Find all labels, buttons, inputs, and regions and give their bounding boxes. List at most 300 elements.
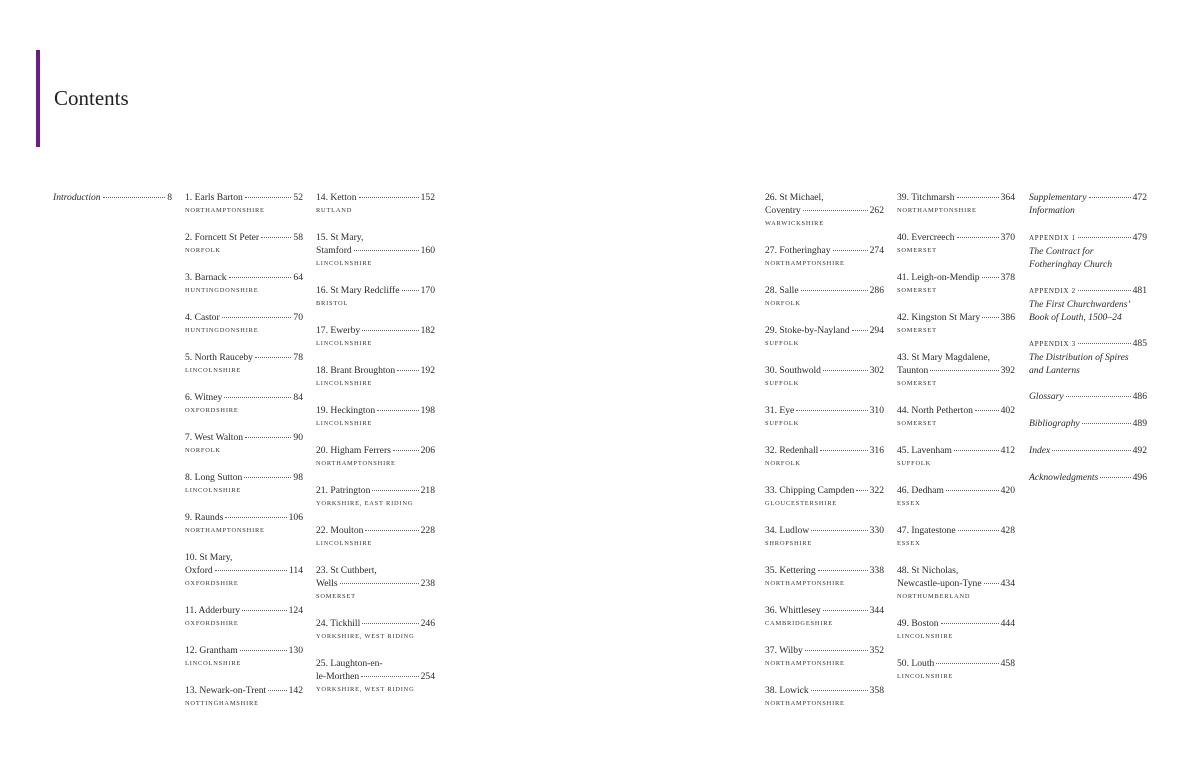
entry-county: LINCOLNSHIRE (316, 340, 373, 347)
entry-title: 46. Dedham (897, 485, 944, 496)
entry-county: NORFOLK (765, 460, 801, 467)
dot-leader (796, 410, 867, 411)
dot-leader (245, 197, 292, 198)
entry-line (897, 231, 1015, 244)
page-title: Contents (54, 86, 129, 110)
entry-county: LINCOLNSHIRE (185, 660, 242, 667)
entry-county: NORTHAMPTONSHIRE (765, 260, 845, 267)
entry-line (897, 657, 1015, 670)
page-number: 160 (420, 245, 435, 256)
dot-leader (377, 410, 418, 411)
entry-title: 33. Chipping Campden (765, 485, 855, 496)
entry-county: OXFORDSHIRE (185, 407, 239, 414)
dot-leader (240, 650, 287, 651)
entry-county: NORTHUMBERLAND (897, 593, 971, 600)
entry-title-prefix: 48. St Nicholas, (897, 565, 959, 576)
toc-entry[interactable] (765, 684, 884, 710)
entry-title-prefix: 43. St Mary Magdalene, (897, 352, 990, 363)
entry-title-prefix: 26. St Michael, (765, 192, 824, 203)
entry-title: APPENDIX 3 (1029, 340, 1076, 348)
dot-leader (340, 583, 419, 584)
toc-entry[interactable] (185, 391, 303, 417)
entry-title: 13. Newark-on-Trent (185, 685, 267, 696)
entry-title-line (185, 551, 303, 564)
toc-entry[interactable] (1029, 337, 1147, 377)
page-number: 338 (869, 565, 884, 576)
toc-entry[interactable] (897, 191, 1015, 217)
page-number: 428 (1000, 525, 1015, 536)
entry-title: 6. Witney (185, 392, 223, 403)
toc-entry[interactable] (765, 364, 884, 390)
entry-county: LINCOLNSHIRE (316, 420, 373, 427)
toc-entry[interactable] (897, 231, 1015, 257)
toc-entry[interactable] (1029, 390, 1147, 403)
entry-title: Supplementary (1029, 192, 1087, 203)
entry-county: SUFFOLK (765, 380, 800, 387)
entry-county: YORKSHIRE, WEST RIDING (316, 633, 415, 640)
entry-title: 19. Heckington (316, 405, 376, 416)
entry-title-line (316, 231, 435, 244)
entry-line (316, 191, 435, 204)
entry-line (765, 444, 884, 457)
page-number: 420 (1000, 485, 1015, 496)
toc-entry[interactable] (765, 644, 884, 670)
page-number: 402 (1000, 405, 1015, 416)
dot-leader (359, 197, 419, 198)
dot-leader (1089, 197, 1131, 198)
page-number: 286 (869, 285, 884, 296)
entry-county: LINCOLNSHIRE (897, 673, 954, 680)
page-number: 228 (420, 525, 435, 536)
page-number: 98 (293, 472, 303, 483)
entry-line (897, 577, 1015, 590)
entry-title-prefix: 25. Laughton-en- (316, 658, 383, 669)
dot-leader (215, 570, 287, 571)
entry-title: 5. North Rauceby (185, 352, 253, 363)
toc-entry[interactable] (1029, 471, 1147, 484)
page-number: 246 (420, 618, 435, 629)
dot-leader (818, 570, 868, 571)
dot-leader (803, 210, 868, 211)
entry-county: SOMERSET (897, 287, 937, 294)
entry-line (897, 311, 1015, 324)
entry-county: NORTHAMPTONSHIRE (765, 660, 845, 667)
dot-leader (393, 450, 419, 451)
entry-line (316, 484, 435, 497)
entry-title: le-Morthen (316, 671, 360, 682)
dot-leader (1082, 423, 1131, 424)
dot-leader (362, 623, 418, 624)
page-number: 218 (420, 485, 435, 496)
entry-county: SOMERSET (897, 327, 937, 334)
toc-entry[interactable] (185, 604, 303, 630)
entry-county: NORTHAMPTONSHIRE (765, 700, 845, 707)
dot-leader (354, 250, 419, 251)
dot-leader (1078, 290, 1131, 291)
entry-title: 1. Earls Barton (185, 192, 243, 203)
entry-line (765, 484, 884, 497)
toc-entry[interactable] (1029, 444, 1147, 457)
entry-title: 27. Fotheringhay (765, 245, 831, 256)
toc-entry[interactable] (897, 524, 1015, 550)
entry-line (765, 324, 884, 337)
entry-county: HUNTINGDONSHIRE (185, 327, 259, 334)
entry-line (1029, 471, 1147, 484)
toc-entry[interactable] (1029, 417, 1147, 430)
page-number: 316 (869, 445, 884, 456)
entry-title-line (316, 564, 435, 577)
dot-leader (365, 530, 418, 531)
entry-line (765, 404, 884, 417)
dot-leader (805, 650, 868, 651)
entry-line (316, 444, 435, 457)
page-number: 481 (1132, 285, 1147, 296)
toc-entry[interactable] (185, 684, 303, 710)
dot-leader (103, 197, 166, 198)
toc-entry[interactable] (897, 564, 1015, 603)
entry-title: 20. Higham Ferrers (316, 445, 391, 456)
entry-title: 17. Ewerby (316, 325, 361, 336)
dot-leader (1066, 396, 1131, 397)
entry-line (765, 284, 884, 297)
entry-county: NORFOLK (185, 447, 221, 454)
page-number: 412 (1000, 445, 1015, 456)
dot-leader (982, 277, 999, 278)
entry-title: 38. Lowick (765, 685, 809, 696)
page-number: 352 (869, 645, 884, 656)
entry-title: 22. Moulton (316, 525, 364, 536)
entry-title: 37. Wilby (765, 645, 803, 656)
entry-title: 8. Long Sutton (185, 472, 243, 483)
dot-leader (957, 237, 999, 238)
toc-entry[interactable] (185, 271, 303, 297)
entry-line (765, 204, 884, 217)
dot-leader (941, 623, 999, 624)
entry-line (1029, 390, 1147, 403)
entry-line (897, 271, 1015, 284)
page-number: 358 (869, 685, 884, 696)
page-number: 206 (420, 445, 435, 456)
entry-title: Acknowledgments (1029, 472, 1099, 483)
toc-entry[interactable] (765, 284, 884, 310)
toc-entry[interactable] (897, 404, 1015, 430)
entry-county: RUTLAND (316, 207, 353, 214)
entry-title: 16. St Mary Redcliffe (316, 285, 400, 296)
entry-line (185, 191, 303, 204)
entry-county: CAMBRIDGESHIRE (765, 620, 834, 627)
entry-line (897, 404, 1015, 417)
entry-title: APPENDIX 2 (1029, 287, 1076, 295)
toc-entry[interactable] (897, 311, 1015, 337)
entry-title: 39. Titchmarsh (897, 192, 955, 203)
entry-line (765, 564, 884, 577)
entry-title-prefix: 15. St Mary, (316, 232, 364, 243)
entry-subtitle-2: and Lanterns (1029, 365, 1080, 376)
toc-entry[interactable] (316, 564, 435, 603)
page-number: 344 (869, 605, 884, 616)
dot-leader (975, 410, 999, 411)
toc-entry[interactable] (185, 231, 303, 257)
entry-county: NORFOLK (185, 247, 221, 254)
entry-title: 28. Salle (765, 285, 799, 296)
entry-county: NOTTINGHAMSHIRE (185, 700, 259, 707)
toc-entry[interactable] (185, 431, 303, 457)
dot-leader (1052, 450, 1130, 451)
entry-title: 41. Leigh-on-Mendip (897, 272, 980, 283)
page-number: 52 (293, 192, 303, 203)
toc-entry[interactable] (897, 351, 1015, 390)
entry-line (185, 644, 303, 657)
entry-line (185, 604, 303, 617)
dot-leader (954, 450, 999, 451)
page-number: 124 (288, 605, 303, 616)
entry-title: 30. Southwold (765, 365, 821, 376)
page-number: 114 (288, 565, 303, 576)
toc-entry[interactable] (316, 617, 435, 643)
dot-leader (820, 450, 867, 451)
dot-leader (242, 610, 287, 611)
entry-county: SUFFOLK (897, 460, 932, 467)
entry-county: LINCOLNSHIRE (897, 633, 954, 640)
entry-county: LINCOLNSHIRE (185, 367, 242, 374)
entry-subtitle: Information (1029, 205, 1075, 216)
toc-entry[interactable] (316, 657, 435, 696)
entry-title: Coventry (765, 205, 801, 216)
entry-county: SOMERSET (897, 420, 937, 427)
entry-title: Index (1029, 445, 1051, 456)
entry-title: Introduction (53, 192, 101, 203)
page-number: 64 (293, 272, 303, 283)
entry-title-prefix: 10. St Mary, (185, 552, 233, 563)
entry-title: 34. Ludlow (765, 525, 810, 536)
dot-leader (936, 663, 998, 664)
entry-title: 40. Evercreech (897, 232, 955, 243)
dot-leader (982, 317, 998, 318)
page-number: 152 (420, 192, 435, 203)
entry-county: OXFORDSHIRE (185, 620, 239, 627)
entry-line (316, 404, 435, 417)
entry-subtitle: The First Churchwardens’ (1029, 299, 1131, 310)
toc-entry[interactable] (765, 244, 884, 270)
entry-title: 2. Forncett St Peter (185, 232, 260, 243)
page-number: 90 (293, 432, 303, 443)
page-number: 444 (1000, 618, 1015, 629)
dot-leader (957, 197, 999, 198)
toc-entry[interactable] (316, 524, 435, 550)
dot-leader (1078, 343, 1131, 344)
entry-county: YORKSHIRE, EAST RIDING (316, 500, 414, 507)
entry-county: YORKSHIRE, WEST RIDING (316, 686, 415, 693)
entry-county: WARWICKSHIRE (765, 220, 824, 227)
entry-title: 9. Raunds (185, 512, 224, 523)
entry-title: 35. Kettering (765, 565, 816, 576)
toc-entry[interactable] (765, 444, 884, 470)
toc-entry[interactable] (185, 311, 303, 337)
dot-leader (833, 250, 868, 251)
toc-entry[interactable] (316, 484, 435, 510)
page-number: 198 (420, 405, 435, 416)
entry-county: SOMERSET (897, 380, 937, 387)
toc-entry[interactable] (1029, 231, 1147, 271)
entry-line (897, 617, 1015, 630)
page-number: 479 (1132, 232, 1147, 243)
toc-entry[interactable] (765, 191, 884, 230)
entry-line (185, 564, 303, 577)
entry-title-line (316, 657, 435, 670)
toc-entry[interactable] (316, 404, 435, 430)
page-number: 485 (1132, 338, 1147, 349)
entry-county: SOMERSET (897, 247, 937, 254)
entry-title: 45. Lavenham (897, 445, 952, 456)
dot-leader (222, 317, 292, 318)
accent-bar (36, 50, 40, 147)
entry-county: NORTHAMPTONSHIRE (765, 580, 845, 587)
toc-entry[interactable] (316, 364, 435, 390)
toc-entry[interactable] (316, 191, 435, 217)
page-number: 78 (293, 352, 303, 363)
entry-title: Oxford (185, 565, 213, 576)
toc-entry[interactable] (185, 471, 303, 497)
entry-line (185, 471, 303, 484)
toc-entry[interactable] (765, 484, 884, 510)
dot-leader (224, 397, 291, 398)
entry-county: SHROPSHIRE (765, 540, 813, 547)
entry-title: 24. Tickhill (316, 618, 361, 629)
entry-line (897, 484, 1015, 497)
toc-entry[interactable] (185, 351, 303, 377)
toc-entry[interactable] (765, 324, 884, 350)
page-number: 182 (420, 325, 435, 336)
entry-title: Taunton (897, 365, 929, 376)
entry-title: 4. Castor (185, 312, 220, 323)
dot-leader (362, 330, 418, 331)
entry-county: OXFORDSHIRE (185, 580, 239, 587)
dot-leader (1078, 237, 1131, 238)
entry-line (185, 511, 303, 524)
entry-county: NORTHAMPTONSHIRE (185, 207, 265, 214)
page-number: 486 (1132, 391, 1147, 402)
entry-line (765, 244, 884, 257)
toc-entry[interactable] (897, 444, 1015, 470)
page-number: 58 (293, 232, 303, 243)
toc-entry[interactable] (53, 191, 172, 204)
entry-line (1029, 284, 1147, 298)
entry-title: 11. Adderbury (185, 605, 241, 616)
entry-title: Stamford (316, 245, 352, 256)
toc-entry[interactable] (765, 604, 884, 630)
page-number: 106 (288, 512, 303, 523)
entry-line (1029, 417, 1147, 430)
entry-line (316, 577, 435, 590)
toc-entry[interactable] (1029, 191, 1147, 217)
entry-county: NORTHAMPTONSHIRE (316, 460, 396, 467)
page-number: 434 (1000, 578, 1015, 589)
toc-entry[interactable] (316, 444, 435, 470)
entry-line (897, 191, 1015, 204)
entry-line (316, 670, 435, 683)
toc-entry[interactable] (185, 511, 303, 537)
entry-subtitle: The Contract for (1029, 246, 1094, 257)
entry-county: SUFFOLK (765, 420, 800, 427)
toc-entry[interactable] (897, 657, 1015, 683)
entry-title: 49. Boston (897, 618, 939, 629)
page-number: 364 (1000, 192, 1015, 203)
toc-entry[interactable] (897, 271, 1015, 297)
page-number: 330 (869, 525, 884, 536)
toc-entry[interactable] (185, 551, 303, 590)
dot-leader (361, 676, 418, 677)
page-number: 238 (420, 578, 435, 589)
page-number: 489 (1132, 418, 1147, 429)
entry-county: LINCOLNSHIRE (316, 540, 373, 547)
dot-leader (255, 357, 291, 358)
entry-county: SOMERSET (316, 593, 356, 600)
toc-entry[interactable] (316, 324, 435, 350)
dot-leader (811, 690, 868, 691)
toc-entry[interactable] (185, 644, 303, 670)
entry-line (53, 191, 172, 204)
dot-leader (958, 530, 999, 531)
page-number: 254 (420, 671, 435, 682)
dot-leader (397, 370, 418, 371)
toc-entry[interactable] (765, 404, 884, 430)
toc-entry[interactable] (765, 564, 884, 590)
dot-leader (946, 490, 999, 491)
entry-line (765, 364, 884, 377)
entry-county: GLOUCESTERSHIRE (765, 500, 838, 507)
toc-entry[interactable] (897, 484, 1015, 510)
dot-leader (811, 530, 867, 531)
entry-county: NORFOLK (765, 300, 801, 307)
dot-leader (852, 330, 868, 331)
entry-line (1029, 337, 1147, 351)
page-number: 322 (869, 485, 884, 496)
dot-leader (823, 370, 868, 371)
entry-subtitle-2: Book of Louth, 1500–24 (1029, 312, 1122, 323)
entry-line (185, 431, 303, 444)
entry-county: ESSEX (897, 500, 921, 507)
entry-county: NORTHAMPTONSHIRE (185, 527, 265, 534)
page-number: 392 (1000, 365, 1015, 376)
dot-leader (244, 477, 291, 478)
page-number: 386 (1000, 312, 1015, 323)
toc-entry[interactable] (1029, 284, 1147, 324)
entry-line (897, 444, 1015, 457)
entry-subtitle-2: Fotheringhay Church (1029, 259, 1113, 270)
entry-line (316, 324, 435, 337)
entry-line (185, 311, 303, 324)
entry-line (185, 684, 303, 697)
toc-entry[interactable] (316, 231, 435, 270)
entry-line (765, 604, 884, 617)
toc-entry[interactable] (897, 617, 1015, 643)
toc-entry[interactable] (765, 524, 884, 550)
dot-leader (372, 490, 418, 491)
entry-title: Newcastle-upon-Tyne (897, 578, 982, 589)
entry-title: 36. Whittlesey (765, 605, 821, 616)
toc-entry[interactable] (316, 284, 435, 310)
entry-title: Glossary (1029, 391, 1064, 402)
dot-leader (823, 610, 868, 611)
entry-title: 32. Redenhall (765, 445, 819, 456)
entry-line (316, 364, 435, 377)
page-number: 262 (869, 205, 884, 216)
toc-entry[interactable] (185, 191, 303, 217)
entry-line (316, 244, 435, 257)
page-number: 370 (1000, 232, 1015, 243)
dot-leader (801, 290, 868, 291)
entry-line (765, 684, 884, 697)
